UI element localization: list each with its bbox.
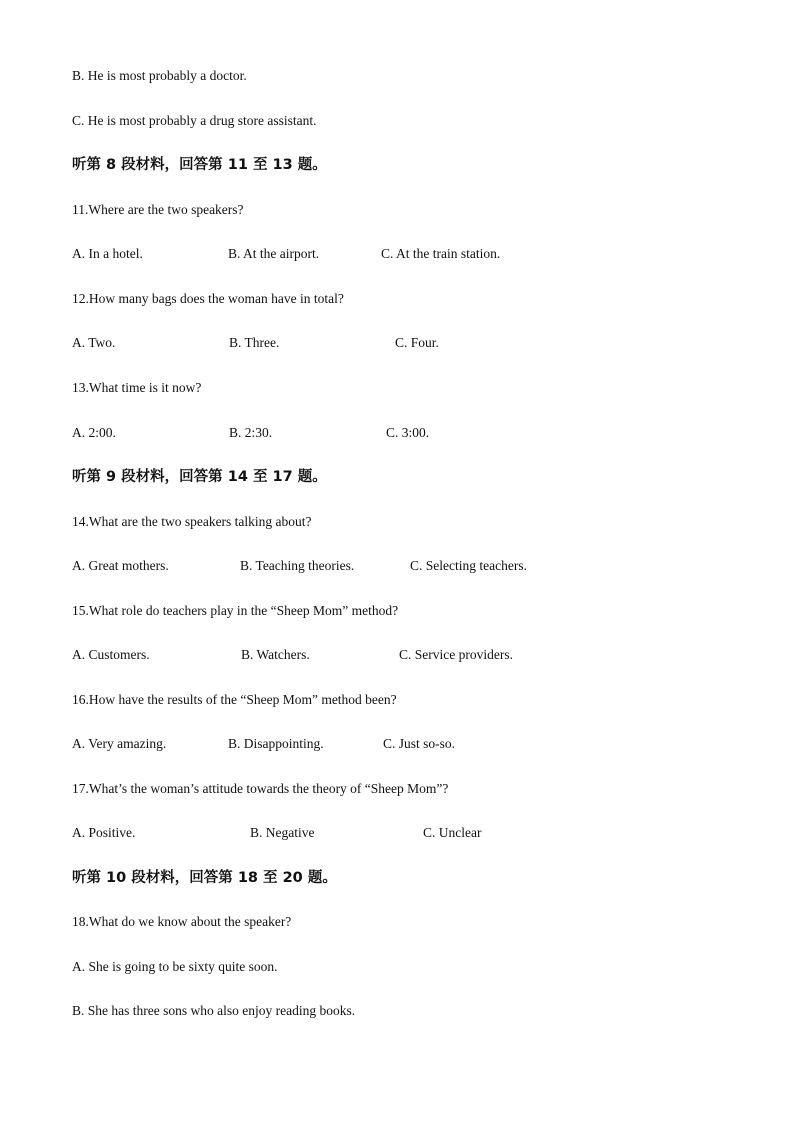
q13-option-b: B. 2:30.: [229, 425, 273, 440]
section8-heading: 听第 8 段材料，回答第 11 至 13 题。: [72, 157, 327, 173]
q12-option-c: C. Four.: [395, 335, 439, 350]
q16-option-c: C. Just so-so.: [383, 736, 456, 751]
q12-option-a: A. Two.: [72, 335, 116, 350]
q17-option-c: C. Unclear: [423, 825, 482, 840]
q12-option-b: B. Three.: [229, 335, 280, 350]
q13-option-c: C. 3:00.: [386, 425, 430, 440]
q16-option-a: A. Very amazing.: [72, 736, 167, 751]
q11-option-b: B. At the airport.: [228, 246, 320, 261]
q14-option-c: C. Selecting teachers.: [410, 558, 527, 573]
q14-option-a: A. Great mothers.: [72, 558, 169, 573]
q12-question: 12.How many bags does the woman have in total?: [72, 291, 344, 306]
q16-question: 16.How have the results of the “Sheep Mom” method been?: [72, 692, 397, 707]
q15-question: 15.What role do teachers play in the “Sheep Mom” method?: [72, 603, 399, 618]
q18-option-a: A. She is going to be sixty quite soon.: [72, 959, 278, 974]
q16-option-b: B. Disappointing.: [228, 736, 324, 751]
q17-option-b: B. Negative: [250, 825, 315, 840]
q15-option-c: C. Service providers.: [399, 647, 513, 662]
q17-question: 17.What’s the woman’s attitude towards the theory of “Sheep Mom”?: [72, 781, 449, 796]
q10-option-c: C. He is most probably a drug store assistant.: [72, 113, 317, 128]
section9-heading: 听第 9 段材料，回答第 14 至 17 题。: [72, 469, 327, 485]
q14-option-b: B. Teaching theories.: [240, 558, 355, 573]
q15-option-b: B. Watchers.: [241, 647, 310, 662]
q13-question: 13.What time is it now?: [72, 380, 202, 395]
q17-option-a: A. Positive.: [72, 825, 136, 840]
q18-question: 18.What do we know about the speaker?: [72, 914, 292, 929]
q15-option-a: A. Customers.: [72, 647, 150, 662]
q14-question: 14.What are the two speakers talking about?: [72, 514, 312, 529]
q11-option-c: C. At the train station.: [381, 246, 501, 261]
section10-heading: 听第 10 段材料，回答第 18 至 20 题。: [72, 870, 337, 886]
q10-option-b: B. He is most probably a doctor.: [72, 68, 247, 83]
q18-option-b: B. She has three sons who also enjoy reading books.: [72, 1003, 356, 1018]
q13-option-a: A. 2:00.: [72, 425, 116, 440]
q11-option-a: A. In a hotel.: [72, 246, 143, 261]
q11-question: 11.Where are the two speakers?: [72, 202, 244, 217]
